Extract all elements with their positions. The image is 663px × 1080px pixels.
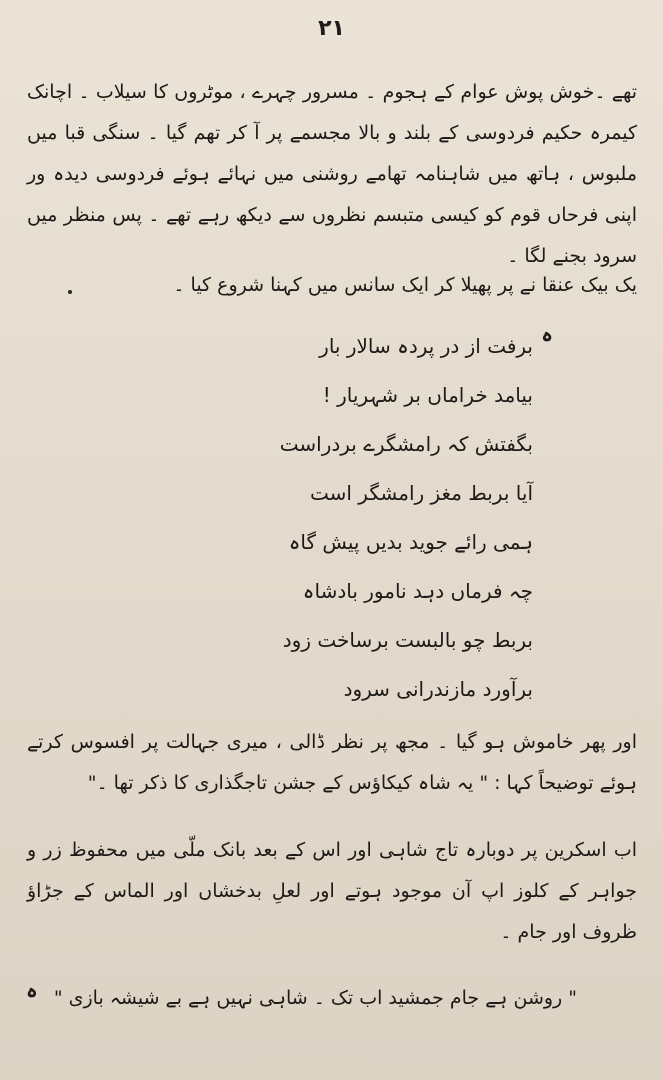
paragraph-4: اب اسکرین پر دوبارہ تاج شاہی اور اس کے بعد بانک ملّی میں محفوظ زر و جواہر کے کلوز اپ آن موجود ہوتے اور لعلِ بدخشاں اور الماس کے جڑاؤ ظروف اور جام ۔ — [27, 839, 637, 943]
paragraph-1: تھے ۔خوش پوش عوام کے ہجوم ۔ مسرور چہرے ، موٹروں کا سیلاب ۔ اچانک کیمرہ حکیم فردوسی کے بلند و بالا مجسمے پر آ کر تھم گیا ۔ سنگی قبا میں ملبوس ، ہاتھ میں شاہنامہ تھامے روشنی میں نہائے ہوئے فردوسی دیدہ ور اپنی فرحاں قوم کو کیسی متبسم نظروں سے دیکھ رہے تھے ۔ پس منظر میں سرود بجنے لگا ۔ — [27, 81, 637, 267]
paragraph-5-couplet: " روشن ہے جام جمشید اب تک ۔ شاہی نہیں ہے بے شیشہ بازی " — [53, 987, 577, 1009]
verse-line: بگفتش کہ رامشگرے بردراست — [279, 432, 533, 456]
verse-marker: ہ — [541, 322, 553, 346]
verse-line: برفت از در پردہ سالار بار — [319, 334, 533, 358]
verse-line: آیا بربط مغز رامشگر است — [310, 481, 533, 505]
closing-marker: ہ — [26, 978, 38, 1002]
verse-line: ہمی رائے جوید بدیں پیش گاہ — [288, 530, 533, 554]
paragraph-3: اور پھر خاموش ہو گیا ۔ مجھ پر نظر ڈالی ، میری جہالت پر افسوس کرتے ہوئے توضیحاً کہا : " یہ شاہ کیکاؤس کے جشن تاجگذاری کا ذکر تھا ۔" — [27, 731, 637, 794]
margin-dot — [68, 290, 72, 294]
verse-line: بیامد خراماں بر شہریار ! — [322, 383, 533, 407]
page-number: ۲۱ — [318, 16, 345, 41]
verse-line: چہ فرماں دہد نامور بادشاہ — [302, 579, 533, 603]
verse-line: برآورد مازندرانی سرود — [343, 677, 533, 701]
paragraph-2: یک بیک عنقا نے پر پھیلا کر ایک سانس میں کہنا شروع کیا ۔ — [173, 274, 637, 296]
verse-line: بربط چو بالبست برساخت زود — [282, 628, 533, 652]
verse-block — [193, 322, 533, 714]
